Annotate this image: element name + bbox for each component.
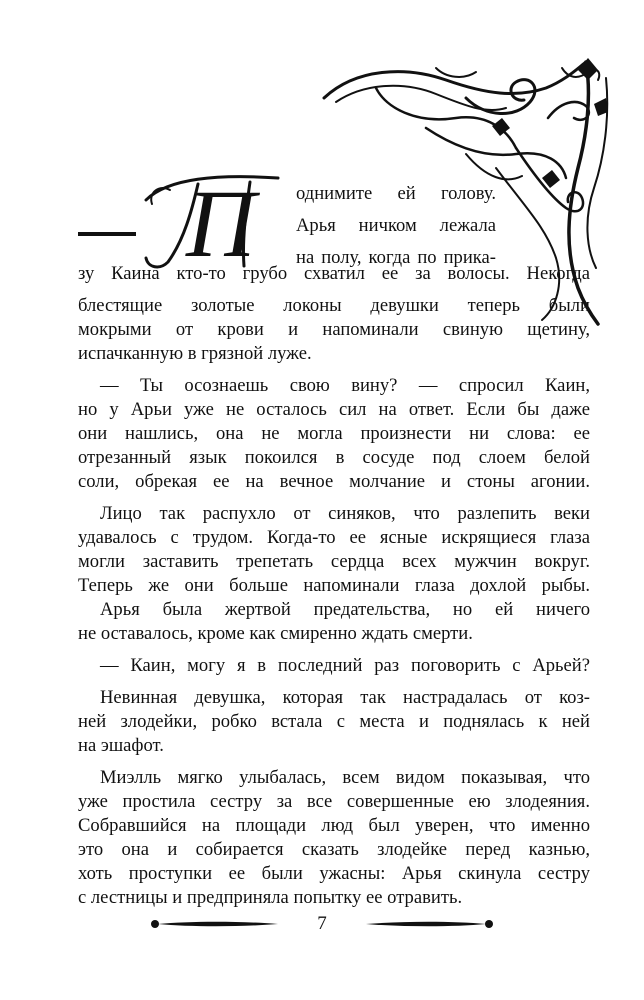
drop-cap-letter: П bbox=[186, 170, 256, 270]
text-line: однимите ей голову. bbox=[296, 183, 496, 204]
text-line: Арья была жертвой предательства, но ей ничего bbox=[100, 599, 590, 620]
drop-cap bbox=[138, 170, 288, 270]
text-line: могли заставить трепетать сердца всех мужчин вокруг. bbox=[78, 551, 590, 572]
text-line: Теперь же они больше напоминали глаза дохлой рыбы. bbox=[78, 575, 590, 596]
text-line: Лицо так распухло от синяков, что разлепить веки bbox=[100, 503, 590, 524]
text-line: Собравшийся на площади люд был уверен, что именно bbox=[78, 815, 590, 836]
text-line: они нашлись, она не могла произнести ни слова: ее bbox=[78, 423, 590, 444]
page-number: 7 bbox=[317, 913, 327, 934]
text-line: на полу, когда по прика- bbox=[296, 247, 496, 268]
text-line: мокрыми от крови и напоминали свиную щетину, bbox=[78, 319, 590, 340]
text-line: — Каин, могу я в последний раз поговорить с Арьей? bbox=[100, 655, 590, 676]
text-line: блестящие золотые локоны девушки теперь были bbox=[78, 295, 590, 316]
text-line: Миэлль мягко улыбалась, всем видом показывая, что bbox=[100, 767, 590, 788]
text-line: Невинная девушка, которая так настрадалась от коз- bbox=[100, 687, 590, 708]
text-line: с лестницы и предприняла попытку ее отравить. bbox=[78, 887, 463, 908]
footer-ornament-left bbox=[150, 918, 280, 930]
text-line: уже простила сестру за все совершенные ею злодеяния. bbox=[78, 791, 590, 812]
text-line: — Ты осознаешь свою вину? — спросил Каин, bbox=[100, 375, 590, 396]
text-line: удавалось с трудом. Когда-то ее ясные искрящиеся глаза bbox=[78, 527, 590, 548]
text-line: испачканную в грязной луже. bbox=[78, 343, 312, 364]
dialogue-dash bbox=[78, 232, 136, 236]
text-line: это она и собирается сказать злодейке перед казнью, bbox=[78, 839, 590, 860]
text-line: не оставалось, кроме как смиренно ждать смерти. bbox=[78, 623, 473, 644]
text-line: зу Каина кто-то грубо схватил ее за волосы. Некогда bbox=[78, 263, 590, 284]
text-line: соли, обрекая ее на вечное молчание и стоны агонии. bbox=[78, 471, 590, 492]
text-line: но у Арьи уже не осталось сил на ответ. Если бы даже bbox=[78, 399, 590, 420]
text-line: ней злодейки, робко встала с места и поднялась к ней bbox=[78, 711, 590, 732]
text-line: хоть проступки ее были ужасны: Арья скинула сестру bbox=[78, 863, 590, 884]
footer-ornament-right bbox=[364, 918, 494, 930]
text-line: Арья ничком лежала bbox=[296, 215, 496, 236]
text-line: на эшафот. bbox=[78, 735, 164, 756]
text-line: отрезанный язык покоился в сосуде под слоем белой bbox=[78, 447, 590, 468]
page-footer bbox=[150, 908, 494, 942]
